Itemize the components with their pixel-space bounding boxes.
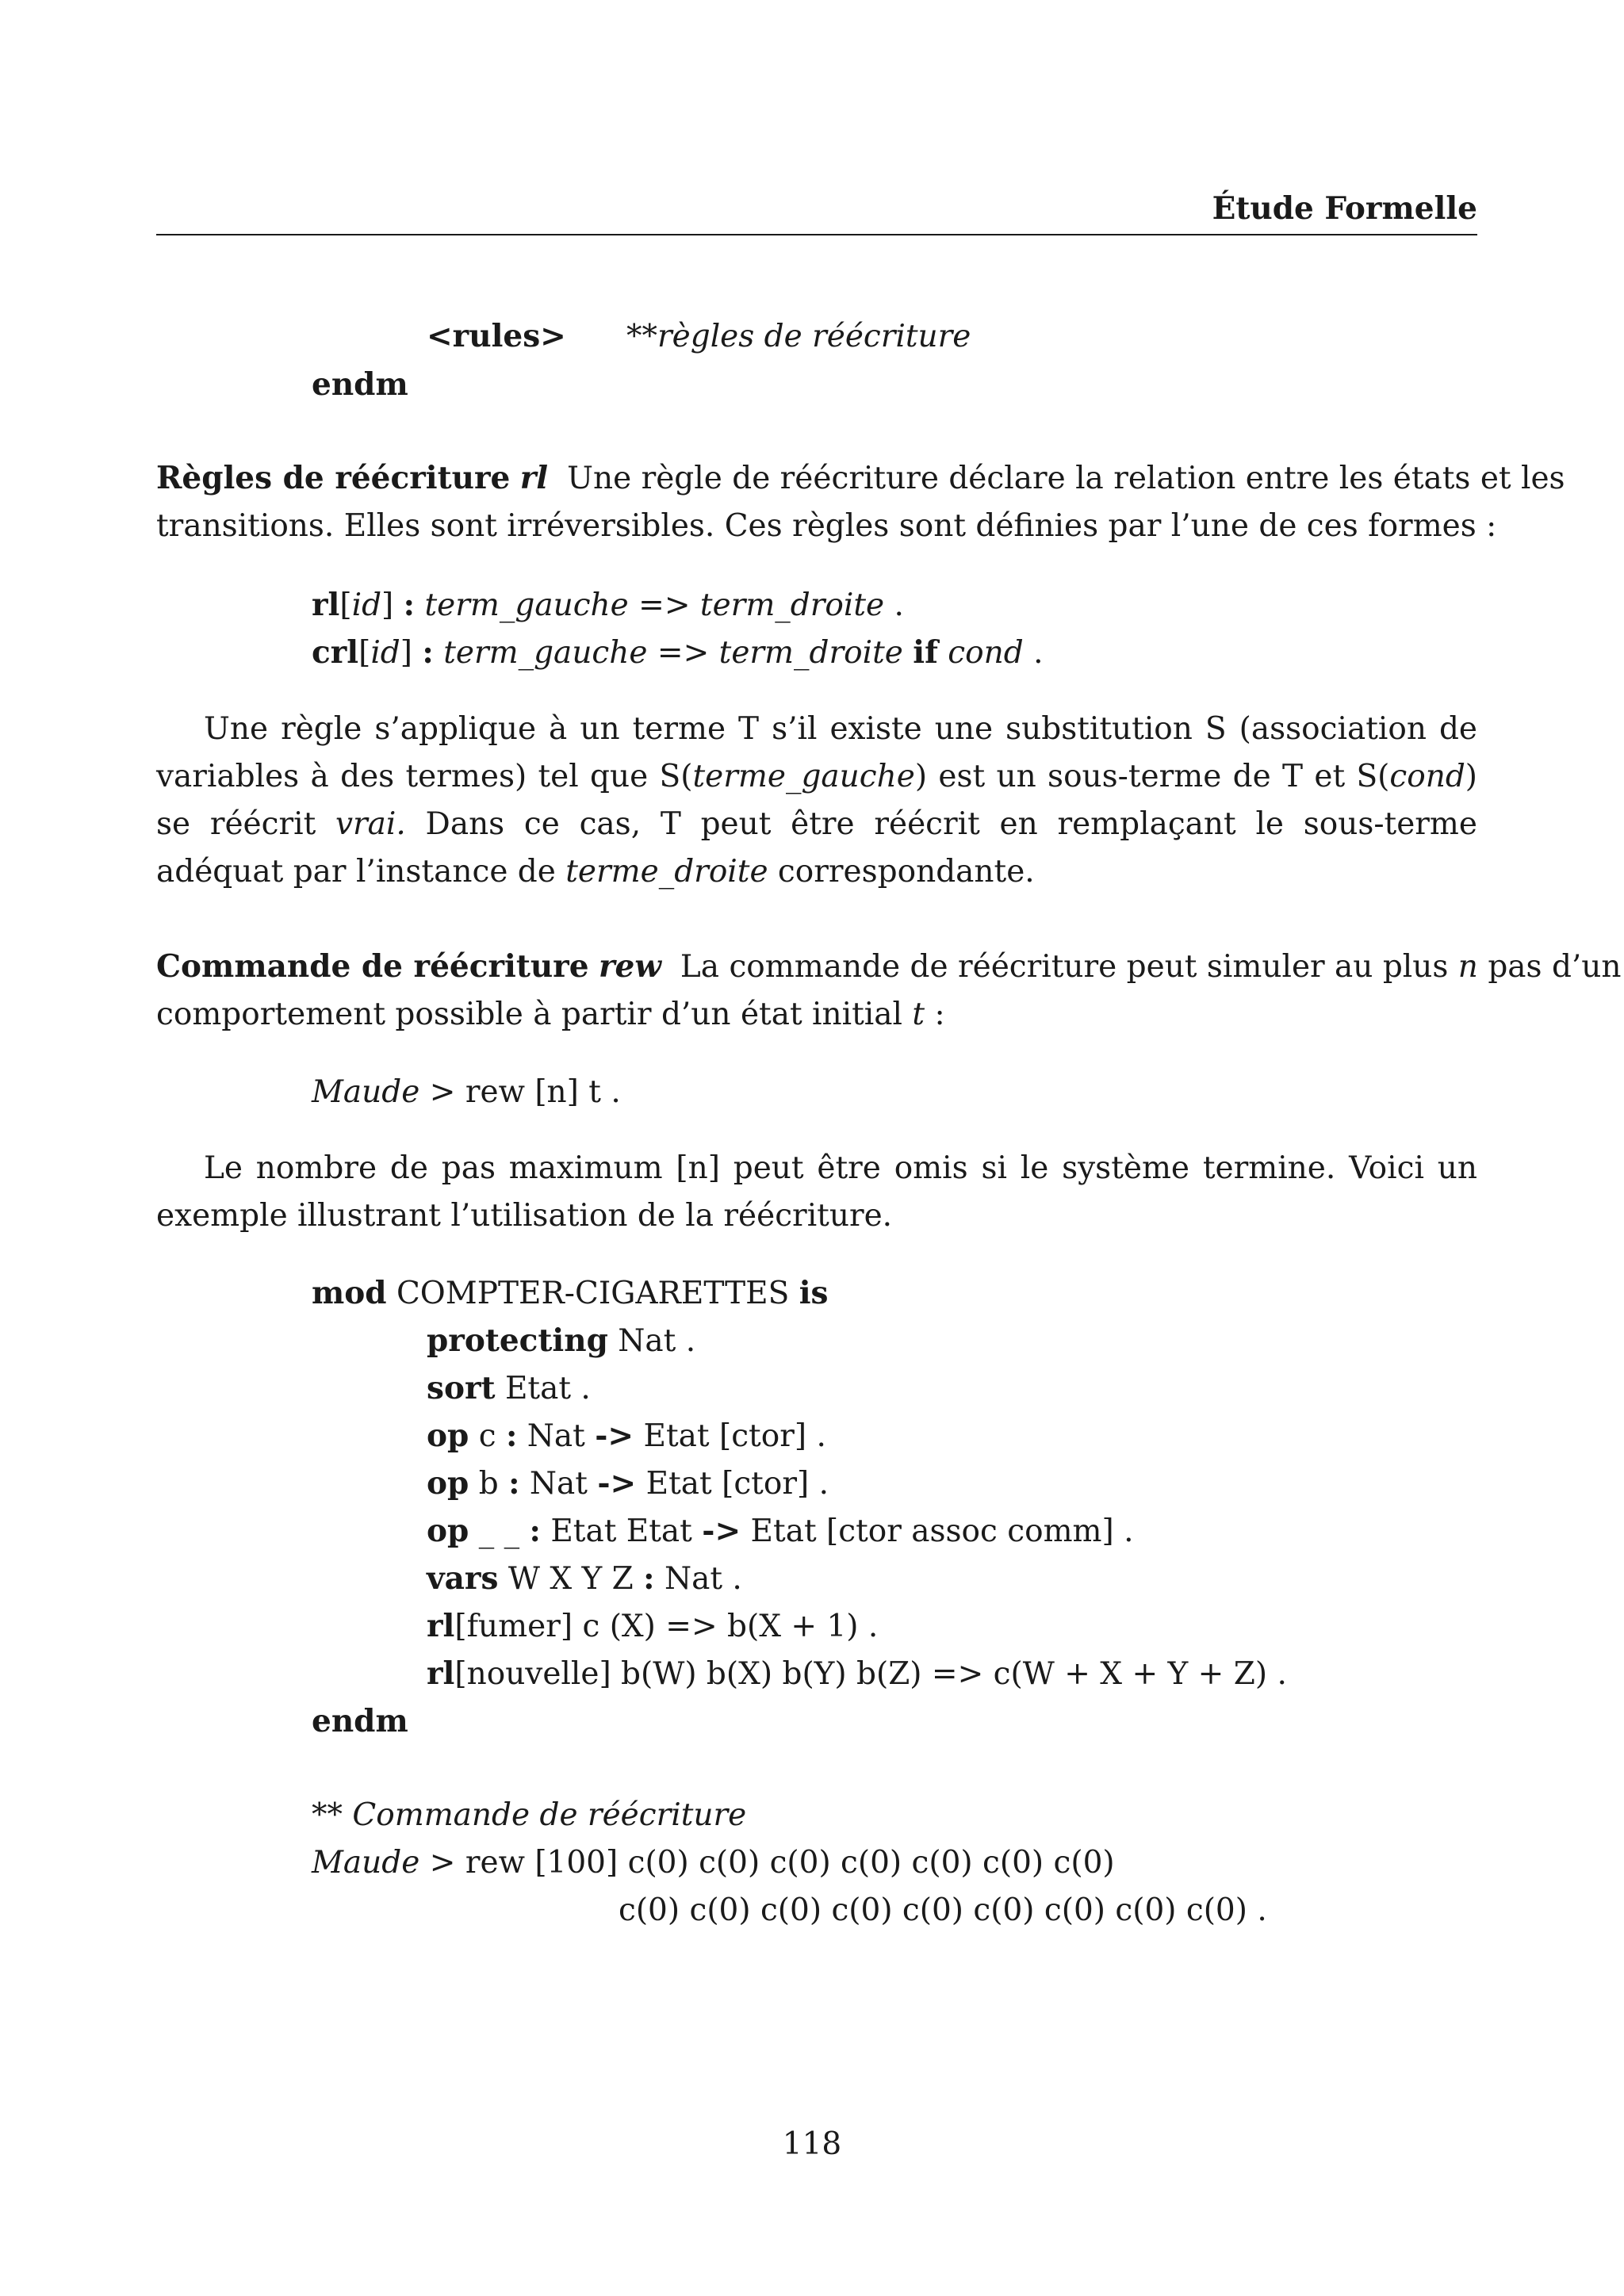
rl-section-line1 (156, 460, 1565, 496)
module-endm: endm (312, 1703, 408, 1739)
apply-paragraph: Une règle s’applique à un terme T s’il existe une substitution S (association de variables à des termes) tel que S(terme_gauche) est un sous-terme de T et S(cond) se réécrit vrai. Dans ce cas, T peut être réécrit en remplaçant le sous-terme adéquat par l’instance de terme_droite correspondante. (156, 711, 1478, 890)
steps-paragraph: Le nombre de pas maximum [n] peut être omis si le système termine. Voici un exemple illustrant l’utilisation de la réécriture. (156, 1150, 1477, 1234)
module-line-vars: vars W X Y Z : Nat . (427, 1560, 742, 1597)
module-line-op-juxtaposition: op _ _ : Etat Etat -> Etat [ctor assoc comm] . (427, 1513, 1134, 1549)
module-line-protecting: protecting Nat . (427, 1322, 696, 1359)
rules-comment: **règles de réécriture (626, 319, 971, 354)
rew-section-line1: Commande de réécriture rew La commande de réécriture peut simuler au plus n pas d’un (156, 948, 1622, 985)
running-header: Étude Formelle (1212, 190, 1477, 227)
module-line-rl-nouvelle: rl[nouvelle] b(W) b(X) b(Y) b(Z) => c(W + X + Y + Z) . (427, 1655, 1287, 1692)
rl-section-text1: Une règle de réécriture déclare la relation entre les états et les (567, 461, 1565, 496)
module-line-op-c: op c : Nat -> Etat [ctor] . (427, 1418, 826, 1454)
rl-section-text2: transitions. Elles sont irréversibles. Ces règles sont définies par l’une de ces formes : (156, 508, 1497, 544)
command-comment: ** Commande de réécriture (312, 1797, 747, 1833)
module-line-op-b: op b : Nat -> Etat [ctor] . (427, 1465, 829, 1502)
rl-section-heading-kw: rl (519, 460, 549, 496)
endm-keyword: endm (312, 366, 408, 403)
command-line1: Maude > rew [100] c(0) c(0) c(0) c(0) c(0) c(0) c(0) (312, 1845, 1115, 1881)
module-line-sort: sort Etat . (427, 1370, 591, 1406)
rew-command-example: Maude > rew [n] t . (312, 1074, 621, 1110)
command-line2: c(0) c(0) c(0) c(0) c(0) c(0) c(0) c(0) c(0) . (619, 1892, 1267, 1928)
rew-section-heading-kw: rew (598, 948, 661, 985)
rl-form-2: crl[id] : term_gauche => term_droite if cond . (312, 634, 1044, 671)
rules-keyword: <rules> (427, 318, 566, 354)
module-line-rl-fumer: rl[fumer] c (X) => b(X + 1) . (427, 1608, 879, 1644)
header-rule (156, 234, 1477, 235)
page-number: 118 (782, 2126, 842, 2162)
module-header: mod COMPTER-CIGARETTES is (312, 1275, 829, 1311)
rew-section-line2: comportement possible à partir d’un état initial t : (156, 997, 945, 1032)
rl-section-heading: Règles de réécriture (156, 460, 511, 496)
rl-form-1: rl[id] : term_gauche => term_droite . (312, 587, 904, 623)
rew-section-heading: Commande de réécriture (156, 948, 589, 985)
